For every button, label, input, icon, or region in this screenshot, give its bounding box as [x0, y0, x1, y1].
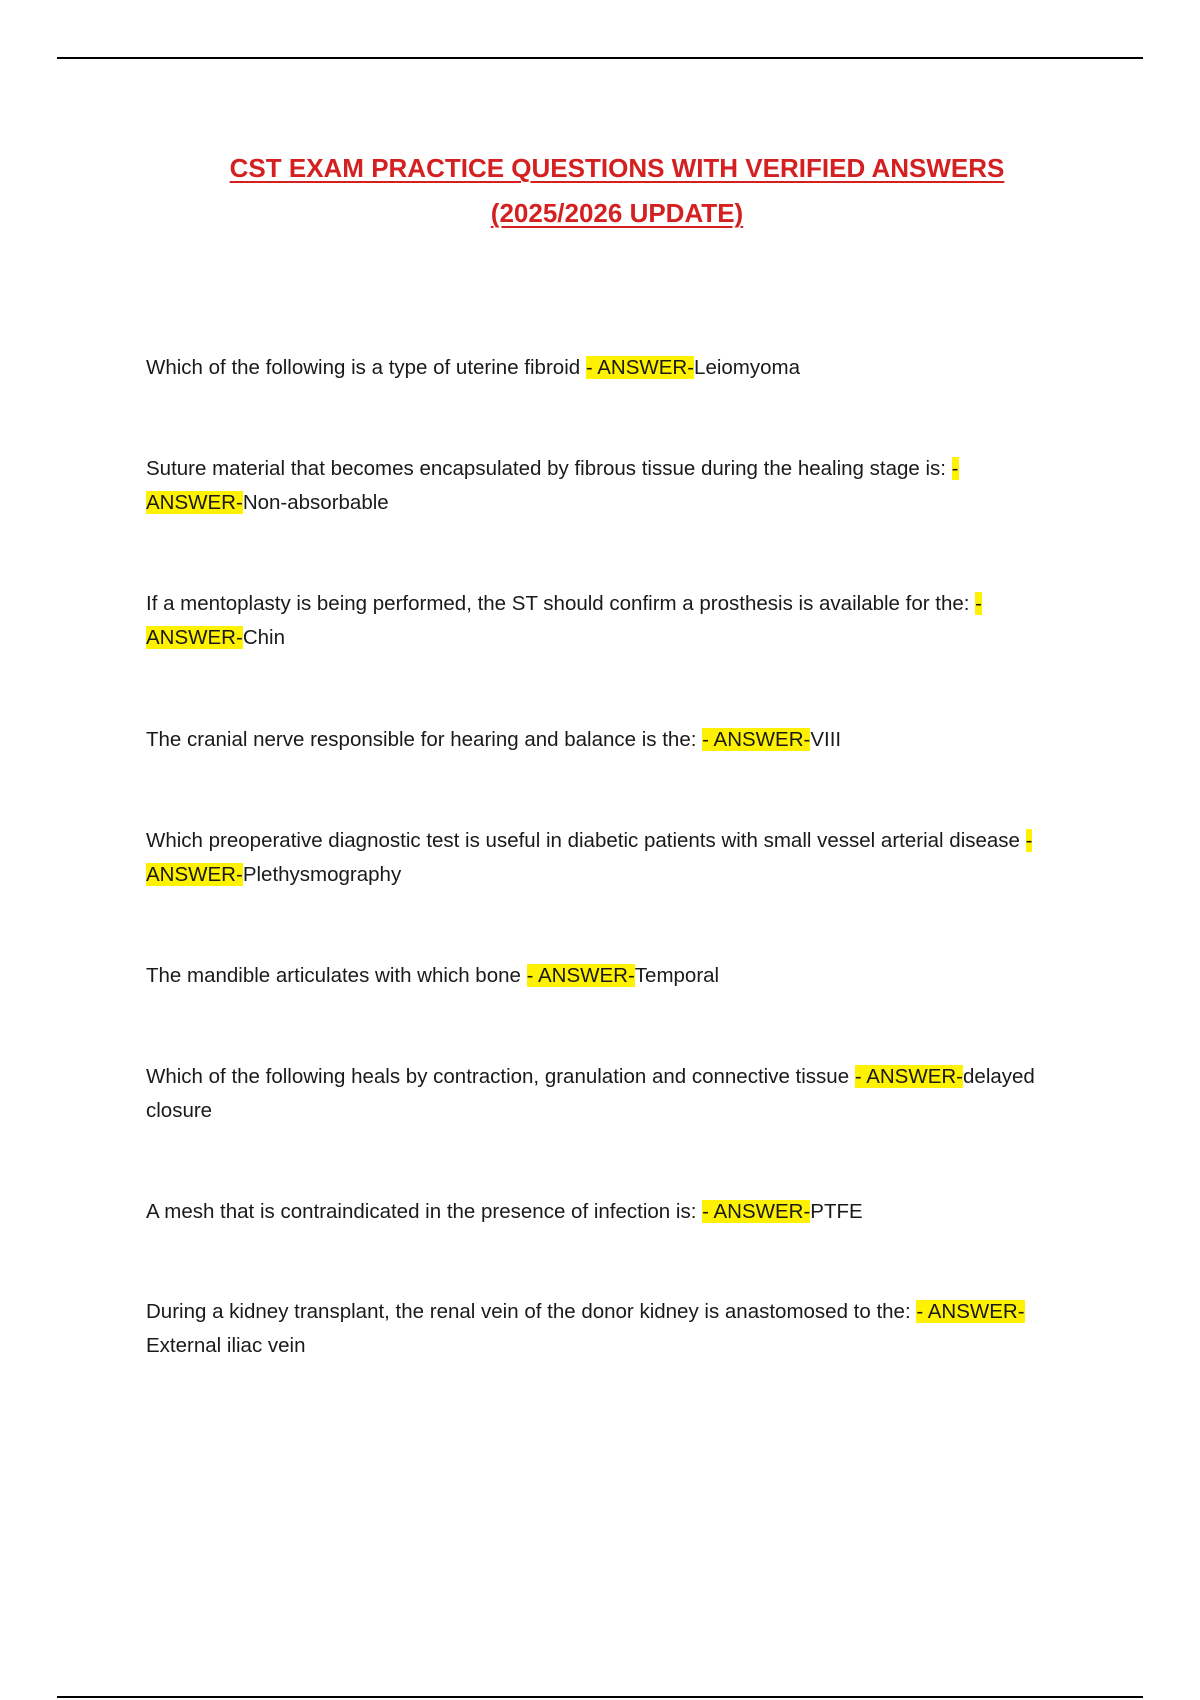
answer-marker: - ANSWER- — [146, 829, 1033, 886]
question-text: A mesh that is contraindicated in the presence of infection is: — [146, 1200, 703, 1223]
answer-marker: - ANSWER- — [854, 1065, 964, 1088]
question-text: Which of the following is a type of uterine fibroid — [146, 356, 586, 379]
answer-text: delayed closure — [146, 1065, 1035, 1122]
top-rule — [57, 57, 1143, 59]
answer-text: Leiomyoma — [694, 356, 801, 379]
question-text: The cranial nerve responsible for hearing and balance is the: — [146, 728, 703, 751]
qa-item-5 — [146, 824, 1046, 892]
qa-item-8 — [146, 1195, 1046, 1229]
answer-marker: - ANSWER- — [702, 728, 811, 751]
document-title — [0, 146, 1200, 236]
answer-marker: - ANSWER- — [146, 457, 959, 514]
qa-item-1 — [146, 351, 1046, 385]
qa-item-9 — [146, 1295, 1046, 1363]
answer-text: Non-absorbable — [242, 491, 389, 514]
question-text: The mandible articulates with which bone — [146, 964, 527, 987]
answer-marker: - ANSWER- — [916, 1300, 1025, 1323]
qa-item-6 — [146, 959, 1046, 993]
qa-item-2 — [146, 452, 1046, 520]
answer-marker: - ANSWER- — [702, 1200, 811, 1223]
answer-text: VIII — [810, 728, 842, 751]
answer-text: External iliac vein — [146, 1334, 306, 1357]
question-text: Which preoperative diagnostic test is useful in diabetic patients with small vessel arterial disease — [146, 829, 1026, 852]
answer-text: PTFE — [810, 1200, 863, 1223]
answer-marker: - ANSWER- — [146, 592, 982, 649]
answer-text: Chin — [242, 626, 285, 649]
title-line-2: (2025/2026 UPDATE) — [490, 198, 744, 228]
answer-text: Temporal — [634, 964, 720, 987]
qa-item-4 — [146, 723, 1046, 757]
answer-text: Plethysmography — [242, 863, 402, 886]
question-text: Which of the following heals by contraction, granulation and connective tissue — [146, 1065, 855, 1088]
question-text: Suture material that becomes encapsulated by fibrous tissue during the healing stage is: — [146, 457, 952, 480]
bottom-rule — [57, 1696, 1143, 1698]
qa-item-7 — [146, 1060, 1046, 1128]
question-text: During a kidney transplant, the renal vein of the donor kidney is anastomosed to the: — [146, 1300, 917, 1323]
answer-marker: - ANSWER- — [526, 964, 635, 987]
question-text: If a mentoplasty is being performed, the ST should confirm a prosthesis is available for the: — [146, 592, 976, 615]
title-line-1: CST EXAM PRACTICE QUESTIONS WITH VERIFIED ANSWERS — [229, 153, 1005, 183]
answer-marker: - ANSWER- — [585, 356, 695, 379]
qa-item-3 — [146, 587, 1046, 655]
